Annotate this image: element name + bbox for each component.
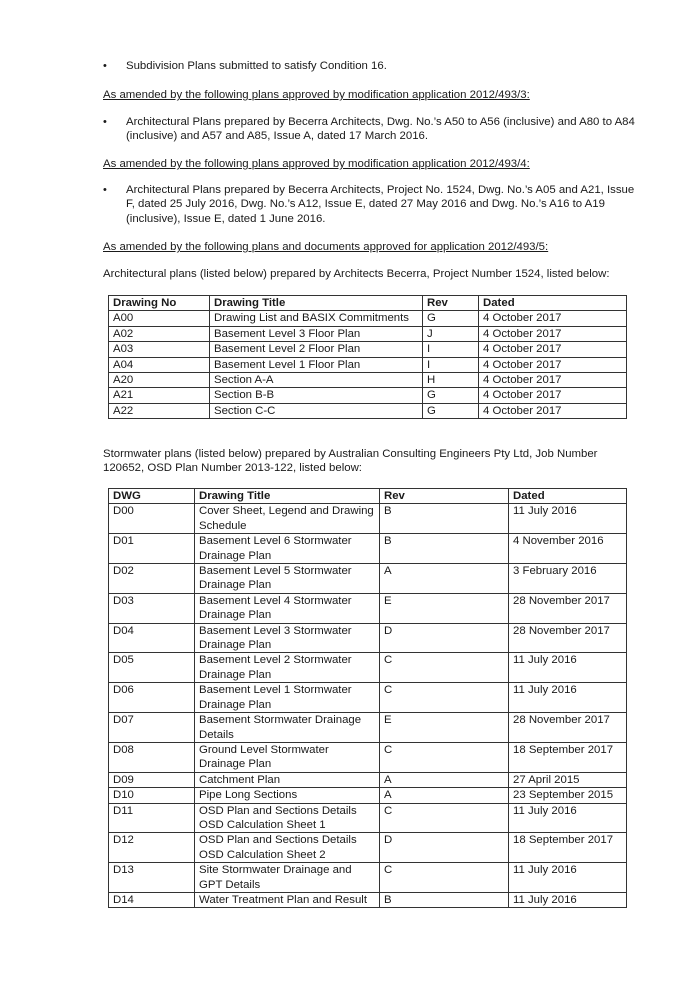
table-cell: 23 September 2015 <box>509 788 627 803</box>
table-cell: Drawing List and BASIX Commitments <box>210 311 423 326</box>
table-cell: B <box>380 892 509 907</box>
column-header: DWG <box>109 489 195 504</box>
arch-intro: Architectural plans (listed below) prepared by Architects Becerra, Project Number 1524, listed below: <box>103 268 610 280</box>
table-cell: Ground Level Stormwater Drainage Plan <box>195 742 380 772</box>
bullet-text: Architectural Plans prepared by Becerra Architects, Dwg. No.’s A50 to A56 (inclusive) and A80 to A84 (inclusive) and A57 and A85, Issue A, dated 17 March 2016. <box>126 116 635 143</box>
table-cell: Basement Level 1 Floor Plan <box>210 357 423 372</box>
table-cell: Basement Level 2 Stormwater Drainage Plan <box>195 653 380 683</box>
table-cell: D08 <box>109 742 195 772</box>
table-cell: A04 <box>109 357 210 372</box>
column-header: Drawing Title <box>210 296 423 311</box>
table-cell: A00 <box>109 311 210 326</box>
table-cell: I <box>423 357 479 372</box>
table-row <box>109 788 627 803</box>
table-cell: D <box>380 623 509 653</box>
table-row <box>109 713 627 743</box>
table-cell: D13 <box>109 863 195 893</box>
table-cell: 28 November 2017 <box>509 593 627 623</box>
table-cell: Section A-A <box>210 373 423 388</box>
table-row <box>109 863 627 893</box>
table-row <box>109 564 627 594</box>
bullet-icon: • <box>103 116 107 128</box>
table-cell: Basement Level 3 Stormwater Drainage Plan <box>195 623 380 653</box>
table-cell: 18 September 2017 <box>509 833 627 863</box>
table-row <box>109 311 627 326</box>
bullet-text: Architectural Plans prepared by Becerra Architects, Project No. 1524, Dwg. No.’s A05 and A21, Issue F, dated 25 July 2016, Dwg. No.’s A12, Issue E, dated 27 May 2016 and Dwg. No.’s A16 to A19 (inclusive), Issue E, dated 1 June 2016. <box>126 184 635 225</box>
table-cell: H <box>423 373 479 388</box>
table-cell: G <box>423 311 479 326</box>
table-row <box>109 683 627 713</box>
table-cell: G <box>423 388 479 403</box>
table-row <box>109 504 627 534</box>
table-cell: I <box>423 342 479 357</box>
table-cell: Basement Level 3 Floor Plan <box>210 326 423 341</box>
table-cell: 4 October 2017 <box>479 403 627 418</box>
table-cell: D03 <box>109 593 195 623</box>
section-heading: As amended by the following plans approved by modification application 2012/493/4: <box>103 158 530 170</box>
table-row <box>109 892 627 907</box>
table-cell: D06 <box>109 683 195 713</box>
table-cell: 4 October 2017 <box>479 373 627 388</box>
table-cell: 18 September 2017 <box>509 742 627 772</box>
table-cell: E <box>380 713 509 743</box>
table-cell: C <box>380 803 509 833</box>
table-cell: OSD Plan and Sections Details OSD Calculation Sheet 2 <box>195 833 380 863</box>
table-cell: Water Treatment Plan and Result <box>195 892 380 907</box>
table-cell: 11 July 2016 <box>509 683 627 713</box>
table-cell: D <box>380 833 509 863</box>
table-cell: C <box>380 653 509 683</box>
table-cell: D02 <box>109 564 195 594</box>
table-cell: A21 <box>109 388 210 403</box>
table-cell: 28 November 2017 <box>509 623 627 653</box>
table-cell: A22 <box>109 403 210 418</box>
table-cell: Basement Level 6 Stormwater Drainage Plan <box>195 534 380 564</box>
table-row <box>109 653 627 683</box>
table-header-row <box>109 296 627 311</box>
table-cell: C <box>380 683 509 713</box>
table-row <box>109 833 627 863</box>
table-cell: Basement Level 1 Stormwater Drainage Plan <box>195 683 380 713</box>
table-cell: 4 October 2017 <box>479 311 627 326</box>
table-cell: Cover Sheet, Legend and Drawing Schedule <box>195 504 380 534</box>
bullet-text: Subdivision Plans submitted to satisfy Condition 16. <box>126 60 387 72</box>
table-cell: Basement Stormwater Drainage Details <box>195 713 380 743</box>
table-cell: 11 July 2016 <box>509 653 627 683</box>
table-cell: 4 October 2017 <box>479 342 627 357</box>
table-cell: Pipe Long Sections <box>195 788 380 803</box>
table-cell: Basement Level 5 Stormwater Drainage Plan <box>195 564 380 594</box>
table-row <box>109 742 627 772</box>
table-cell: 11 July 2016 <box>509 892 627 907</box>
column-header: Rev <box>380 489 509 504</box>
table-row <box>109 357 627 372</box>
table-cell: D01 <box>109 534 195 564</box>
table-row <box>109 623 627 653</box>
table-cell: C <box>380 863 509 893</box>
table-cell: 4 October 2017 <box>479 357 627 372</box>
section-heading: As amended by the following plans approved by modification application 2012/493/3: <box>103 89 530 101</box>
table-cell: D05 <box>109 653 195 683</box>
section-heading: As amended by the following plans and documents approved for application 2012/493/5: <box>103 241 549 253</box>
table-cell: A02 <box>109 326 210 341</box>
column-header: Rev <box>423 296 479 311</box>
table-row <box>109 593 627 623</box>
table-cell: 11 July 2016 <box>509 863 627 893</box>
table-cell: 3 February 2016 <box>509 564 627 594</box>
table-cell: 4 October 2017 <box>479 388 627 403</box>
bullet-icon: • <box>103 184 107 196</box>
table-cell: 27 April 2015 <box>509 772 627 787</box>
table-cell: D14 <box>109 892 195 907</box>
column-header: Drawing Title <box>195 489 380 504</box>
table-row <box>109 342 627 357</box>
table-cell: Basement Level 2 Floor Plan <box>210 342 423 357</box>
table-cell: D07 <box>109 713 195 743</box>
table-cell: Section B-B <box>210 388 423 403</box>
arch-plans-table <box>108 295 627 419</box>
table-cell: D09 <box>109 772 195 787</box>
table-cell: OSD Plan and Sections Details OSD Calculation Sheet 1 <box>195 803 380 833</box>
table-header-row <box>109 489 627 504</box>
table-cell: A <box>380 564 509 594</box>
table-row <box>109 388 627 403</box>
table-cell: 4 November 2016 <box>509 534 627 564</box>
table-cell: 11 July 2016 <box>509 803 627 833</box>
table-cell: G <box>423 403 479 418</box>
table-row <box>109 373 627 388</box>
table-cell: 28 November 2017 <box>509 713 627 743</box>
table-cell: C <box>380 742 509 772</box>
table-cell: J <box>423 326 479 341</box>
table-cell: A20 <box>109 373 210 388</box>
table-cell: D10 <box>109 788 195 803</box>
table-cell: D04 <box>109 623 195 653</box>
table-cell: Catchment Plan <box>195 772 380 787</box>
column-header: Drawing No <box>109 296 210 311</box>
table-cell: 11 July 2016 <box>509 504 627 534</box>
stormwater-plans-table <box>108 488 627 908</box>
table-row <box>109 803 627 833</box>
column-header: Dated <box>509 489 627 504</box>
bullet-icon: • <box>103 60 107 72</box>
table-cell: Basement Level 4 Stormwater Drainage Plan <box>195 593 380 623</box>
table-cell: D11 <box>109 803 195 833</box>
table-cell: A <box>380 772 509 787</box>
table-row <box>109 772 627 787</box>
table-cell: B <box>380 504 509 534</box>
table-row <box>109 534 627 564</box>
table-cell: E <box>380 593 509 623</box>
table-cell: Section C-C <box>210 403 423 418</box>
table-cell: B <box>380 534 509 564</box>
table-row <box>109 326 627 341</box>
table-cell: A03 <box>109 342 210 357</box>
table-cell: A <box>380 788 509 803</box>
table-cell: 4 October 2017 <box>479 326 627 341</box>
storm-intro: Stormwater plans (listed below) prepared by Australian Consulting Engineers Pty Ltd, Job Number 120652, OSD Plan Number 2013-122, listed below: <box>103 448 598 475</box>
column-header: Dated <box>479 296 627 311</box>
table-cell: Site Stormwater Drainage and GPT Details <box>195 863 380 893</box>
table-row <box>109 403 627 418</box>
table-cell: D12 <box>109 833 195 863</box>
table-cell: D00 <box>109 504 195 534</box>
